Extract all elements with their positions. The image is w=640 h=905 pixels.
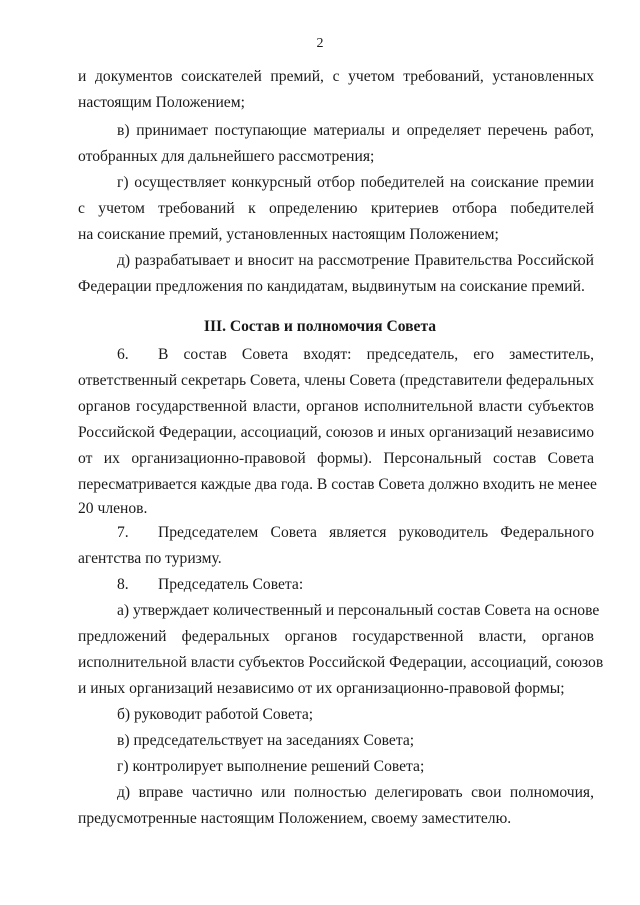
- text-line: органов государственной власти, органов исполнительной власти субъектов: [78, 398, 594, 415]
- text-line: д) разрабатывает и вносит на рассмотрение Правительства Российской: [117, 252, 594, 269]
- text-line: настоящим Положением;: [78, 94, 245, 111]
- text-line: б) руководит работой Совета;: [117, 706, 314, 723]
- text-line: д) вправе частично или полностью делегировать свои полномочия,: [117, 784, 594, 801]
- text-line: г) осуществляет конкурсный отбор победителей на соискание премии: [117, 174, 594, 191]
- text-line: в) председательствует на заседаниях Совета;: [117, 732, 415, 749]
- text-line: агентства по туризму.: [78, 550, 222, 567]
- text-line: 20 членов.: [78, 500, 148, 517]
- text-line: пересматривается каждые два года. В состав Совета должно входить не менее: [78, 476, 597, 493]
- text-line: Федерации предложения по кандидатам, выдвинутым на соискание премий.: [78, 278, 585, 295]
- text-line: от их организационно-правовой формы). Персональный состав Совета: [78, 450, 594, 467]
- text-line: Председатель Совета:: [158, 576, 304, 593]
- text-line: Российской Федерации, ассоциаций, союзов и иных организаций независимо: [78, 424, 594, 441]
- text-line: исполнительной власти субъектов Российской Федерации, ассоциаций, союзов: [78, 654, 604, 671]
- text-line: В состав Совета входят: председатель, его заместитель,: [158, 346, 594, 363]
- text-line: предложений федеральных органов государственной власти, органов: [78, 628, 594, 645]
- section-heading: III. Состав и полномочия Совета: [203, 318, 437, 335]
- clause-number: 7.: [117, 524, 129, 541]
- text-line: на соискание премий, установленных настоящим Положением;: [78, 226, 499, 243]
- clause-number: 8.: [117, 576, 129, 593]
- text-line: предусмотренные настоящим Положением, своему заместителю.: [78, 810, 512, 827]
- text-line: и документов соискателей премий, с учетом требований, установленных: [78, 68, 594, 85]
- text-line: а) утверждает количественный и персональный состав Совета на основе: [117, 602, 600, 619]
- text-line: отобранных для дальнейшего рассмотрения;: [78, 148, 375, 165]
- text-line: Председателем Совета является руководитель Федерального: [158, 524, 594, 541]
- text-line: с учетом требований к определению критериев отбора победителей: [78, 200, 594, 217]
- clause-number: 6.: [117, 346, 129, 363]
- page-number: 2: [316, 36, 324, 51]
- text-line: в) принимает поступающие материалы и определяет перечень работ,: [117, 122, 594, 139]
- text-line: г) контролирует выполнение решений Совета;: [117, 758, 425, 775]
- text-line: и иных организаций независимо от их организационно-правовой формы;: [78, 680, 565, 697]
- text-line: ответственный секретарь Совета, члены Совета (представители федеральных: [78, 372, 594, 389]
